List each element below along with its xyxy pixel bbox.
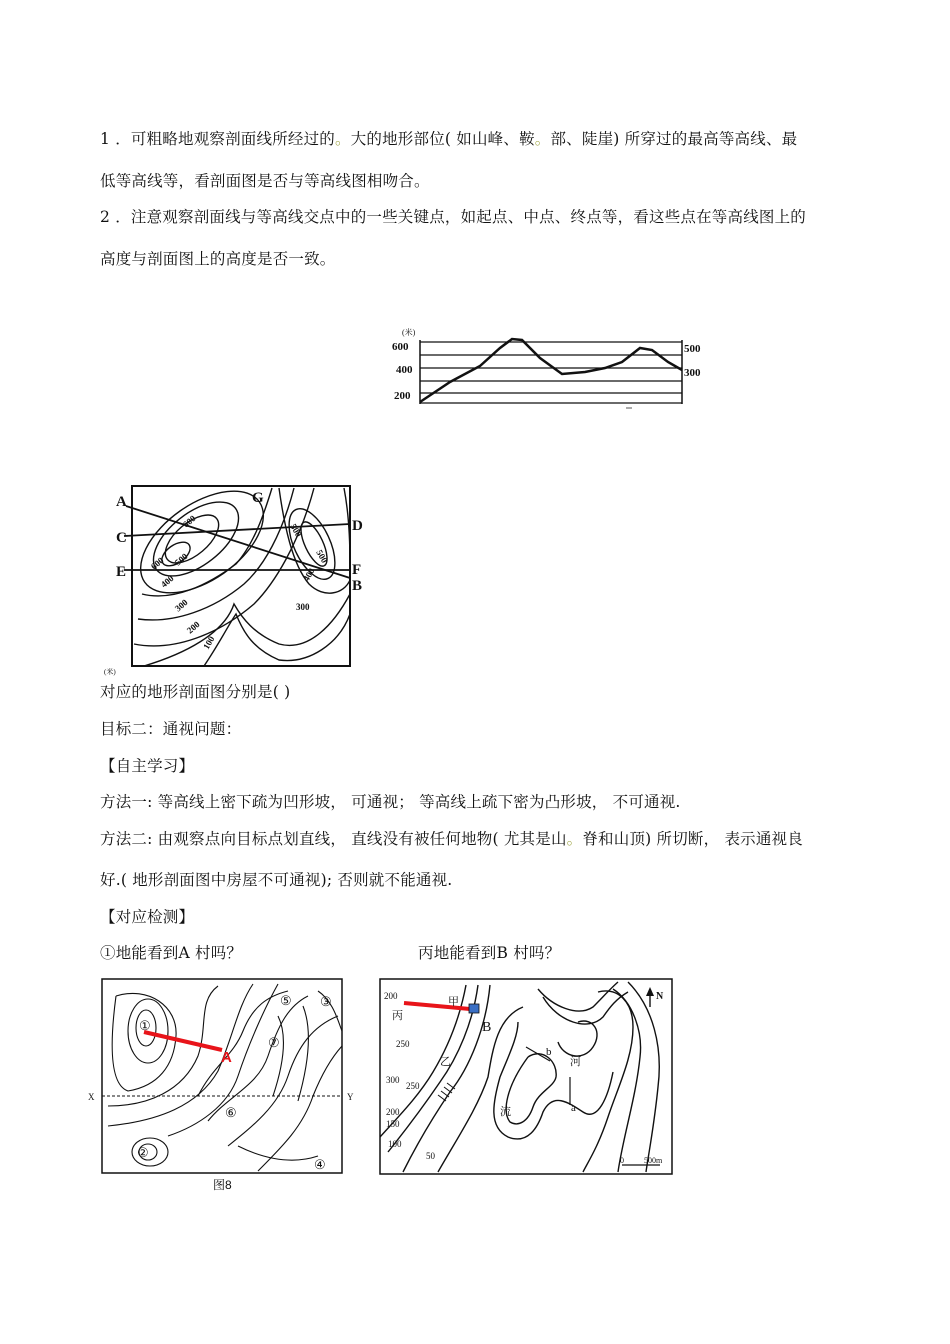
question-1: ①地能看到A 村吗？ (100, 944, 243, 962)
map9-contour-250: 250 (396, 1039, 410, 1049)
profile-tick-600: 600 (392, 341, 409, 353)
map9-contour-200b: 200 (386, 1107, 400, 1117)
map9-contour-100: 100 (388, 1139, 402, 1149)
village-b-label: B (482, 1020, 492, 1035)
dot-mark: 。 (335, 130, 351, 148)
contour-map-figure (104, 484, 369, 676)
contour-letter-e: E (116, 564, 127, 580)
map9-a-label: a (571, 1102, 576, 1114)
para2-line2: 高度与剖面图上的高度是否一致。 (100, 250, 336, 268)
map9-b-label: b (546, 1046, 552, 1058)
map9-jia-label: 甲 (448, 996, 459, 1008)
contour-letter-c: C (116, 530, 127, 546)
profile-tick-500: 500 (684, 343, 701, 355)
method2-line1-a: 方法二: 由观察点向目标点划直线， 直线没有被任何地物( 尤其是山 (100, 830, 567, 848)
para1-line1-a: 1 ．可粗略地观察剖面线所经过的 (100, 130, 335, 148)
para1-line1-b: 大的地形部位( 如山峰、鞍 (350, 130, 535, 148)
question-text: 对应的地形剖面图分别是( ) (100, 683, 291, 701)
self-study-heading: 【自主学习】 (100, 757, 195, 775)
contour-value: 100 (201, 634, 217, 651)
para1-line1-c: 部、陡崖) 所穿过的最高等高线、最 (550, 130, 798, 148)
map9-liu-label: 流 (500, 1106, 511, 1118)
contour-value: 500 (172, 551, 190, 568)
map8-mark-6: ⑥ (225, 1105, 237, 1120)
method2-line1 (100, 827, 803, 849)
map8-mark-4: ④ (314, 1157, 326, 1172)
map9-contour-150: 150 (386, 1119, 400, 1129)
map9-yi-label: 乙 (440, 1056, 451, 1068)
profile-unit: (米) (402, 328, 416, 337)
map8-mark-2: ② (137, 1145, 149, 1160)
para1-line1 (100, 127, 797, 149)
contour-value: 500 (288, 522, 304, 539)
contour-value: 400 (301, 566, 317, 583)
method1-text: 方法一: 等高线上密下疏为凹形坡， 可通视； 等高线上疏下密为凸形坡， 不可通视. (100, 793, 681, 811)
axis-y-label: Y (347, 1092, 354, 1102)
map8-figure (88, 976, 363, 1194)
profile-tick-300: 300 (684, 367, 701, 379)
axis-x-label: X (88, 1092, 95, 1102)
para2-line1: 2 ．注意观察剖面线与等高线交点中的一些关键点，如起点、中点、终点等，看这些点在等高线图上的 (100, 208, 806, 226)
map9-figure (378, 977, 676, 1177)
contour-letter-d: D (352, 518, 363, 534)
map9-contour-300: 300 (386, 1075, 400, 1085)
map8-mark-3: ③ (320, 994, 332, 1009)
contour-unit: (米) (104, 668, 116, 676)
terrain-profile-figure (390, 326, 710, 412)
scale-zero: 0 (620, 1156, 624, 1165)
contour-letter-a: A (116, 494, 127, 510)
profile-tick-200: 200 (394, 390, 411, 402)
profile-tick-400: 400 (396, 364, 413, 376)
contour-value: 600 (180, 513, 198, 530)
goal2-heading: 目标二：通视问题： (100, 720, 242, 738)
map8-mark-1: ① (139, 1018, 151, 1033)
method2-line1-b: 脊和山顶) 所切断， 表示通视良 (582, 830, 803, 848)
village-a-label: A (221, 1049, 232, 1066)
map8-mark-7: ⑦ (268, 1035, 280, 1050)
contour-value: 400 (158, 573, 176, 590)
map9-he-label: 河 (570, 1056, 581, 1068)
contour-value: 600 (148, 555, 166, 572)
map9-contour-200: 200 (384, 991, 398, 1001)
contour-value: 300 (296, 602, 310, 612)
map8-mark-5: ⑤ (280, 993, 292, 1008)
method2-line2: 好.( 地形剖面图中房屋不可通视); 否则就不能通视. (100, 871, 453, 889)
check-heading: 【对应检测】 (100, 908, 195, 926)
dot-mark: 。 (566, 830, 583, 848)
para1-line2: 低等高线等，看剖面图是否与等高线图相吻合。 (100, 172, 430, 190)
contour-value: 500 (314, 548, 330, 565)
north-label: N (656, 991, 664, 1002)
scale-label: 500m (644, 1156, 663, 1165)
map9-contour-50: 50 (426, 1151, 435, 1161)
dot-mark: 。 (534, 130, 551, 148)
contour-value: 200 (184, 619, 202, 636)
map9-contour-250b: 250 (406, 1081, 420, 1091)
contour-value: 300 (172, 597, 190, 614)
map8-caption: 图8 (213, 1178, 232, 1192)
map9-bing-label: 丙 (392, 1010, 403, 1022)
contour-letter-g: G (252, 490, 264, 506)
contour-letter-b: B (352, 578, 363, 594)
contour-letter-f: F (352, 562, 362, 578)
question-2: 丙地能看到B 村吗？ (418, 944, 561, 962)
